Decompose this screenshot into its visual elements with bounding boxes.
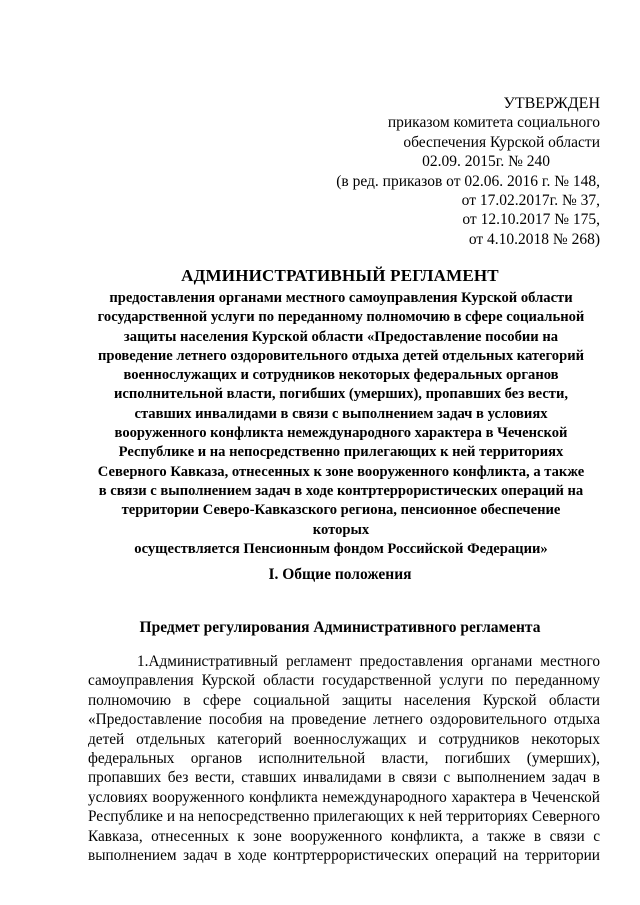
document-subtitle <box>56 289 626 559</box>
subtitle-line: вооруженного конфликта немеждународного характера в Чеченской <box>114 425 568 442</box>
approval-line: обеспечения Курской области <box>403 133 600 151</box>
subtitle-line: проведение летнего оздоровительного отдыха детей отдельных категорий <box>97 347 585 364</box>
subtitle-line: Республике и на непосредственно прилегающих к ней территориях <box>118 444 564 461</box>
paragraph-line: пропавших без вести, ставших инвалидами в связи с выполнением задач в <box>88 769 600 787</box>
approval-line: от 4.10.2018 № 268) <box>468 230 600 248</box>
paragraph-line: самоуправления Курской области государственной услуги по переданному <box>88 672 600 690</box>
subtitle-line: Северного Кавказа, отнесенных к зоне вооруженного конфликта, а также <box>97 463 585 480</box>
section-heading: I. Общие положения <box>268 566 412 583</box>
approval-line: 02.09. 2015г. № 240 <box>422 153 550 171</box>
paragraph-line: 1.Административный регламент предоставления органами местного <box>137 653 600 670</box>
approval-title: УТВЕРЖДЕН <box>503 95 600 112</box>
paragraph-line: федеральных органов исполнительной власти, погибших (умерших), <box>88 750 600 768</box>
subtitle-line: ставших инвалидами в связи с выполнением задач в условиях <box>134 405 548 422</box>
body-paragraph <box>88 652 600 865</box>
subtitle-line: территории Северо-Кавказского региона, пенсионное обеспечение <box>121 502 561 519</box>
paragraph-line: Кавказа, отнесенных к зоне вооруженного конфликта, а также в связи с <box>88 827 600 845</box>
paragraph-line: детей отдельных категорий военнослужащих и сотрудников некоторых <box>88 730 600 748</box>
subtitle-line: защиты населения Курской области «Предоставление пособии на <box>123 328 559 345</box>
approval-stamp-block <box>300 94 600 249</box>
subtitle-line: которых <box>312 521 370 538</box>
paragraph-line: условиях вооруженного конфликта немеждународного характера в Чеченской <box>88 788 600 806</box>
subtitle-line: в связи с выполнением задач в ходе контртеррористических операций на <box>98 482 584 499</box>
subsection-heading: Предмет регулирования Административного регламента <box>139 619 541 636</box>
subtitle-line: осуществляется Пенсионным фондом Российской Федерации» <box>134 540 548 557</box>
paragraph-line: «Предоставление пособия на проведение летнего оздоровительного отдыха <box>88 711 600 729</box>
subtitle-line: государственной услуги по переданному полномочию в сфере социальной <box>97 309 585 326</box>
document-title: АДМИНИСТРАТИВНЫЙ РЕГЛАМЕНТ <box>181 266 499 285</box>
paragraph-line: полномочию в сфере социальной защиты населения Курской области <box>88 691 600 709</box>
subtitle-line: военнослужащих и сотрудников некоторых федеральных органов <box>123 367 559 384</box>
subtitle-line: предоставления органами местного самоуправления Курской области <box>109 290 573 306</box>
paragraph-line: Республике и на непосредственно прилегающих к ней территориях Северного <box>88 808 600 826</box>
approval-line: (в ред. приказов от 02.06. 2016 г. № 148, <box>336 172 600 190</box>
approval-line: от 17.02.2017г. № 37, <box>461 192 600 210</box>
approval-line: приказом комитета социального <box>387 114 600 132</box>
subtitle-line: исполнительной власти, погибших (умерших), пропавших без вести, <box>113 386 569 403</box>
approval-line: от 12.10.2017 № 175, <box>462 211 600 229</box>
paragraph-line: выполнением задач в ходе контртеррористических операций на территории <box>88 847 600 865</box>
